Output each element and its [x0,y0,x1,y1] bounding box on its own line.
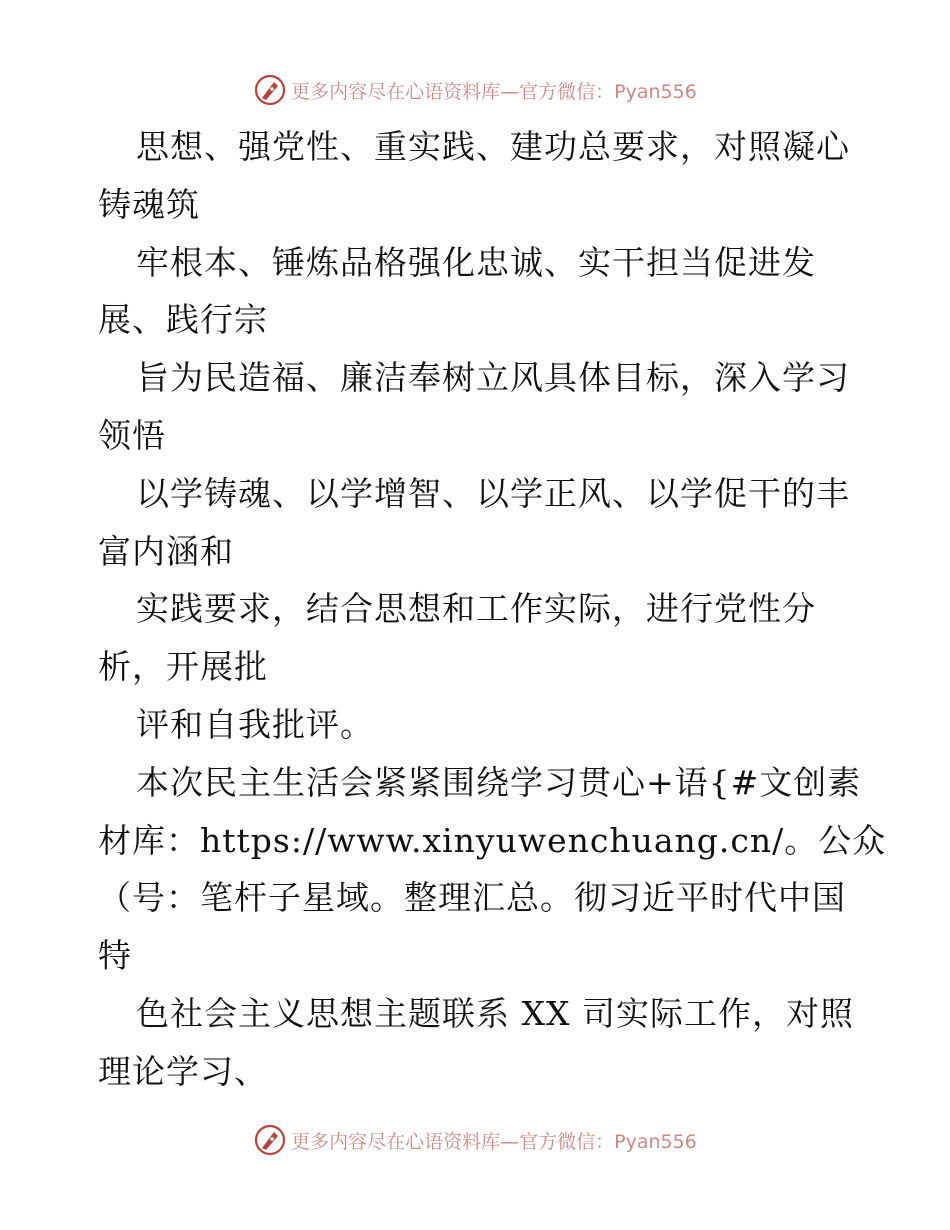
text-line: 思想、强党性、重实践、建功总要求，对照凝心 [136,127,850,166]
text-line: 牢根本、锤炼品格强化忠诚、实干担当促进发 [136,242,816,282]
text-line: 实践要求，结合思想和工作实际，进行党性分 [136,589,816,629]
text-line: （号：笔杆子星域。整理汇总。彻习近平时代中国 [98,878,846,918]
text-line: 析，开展批 [98,647,268,687]
text-line: 特 [98,936,132,976]
text-line: 铸魂筑 [98,184,200,224]
text-line: 评和自我批评。 [136,704,374,744]
text-line: 领悟 [98,415,166,455]
footer-watermark [0,1120,950,1160]
text-line: 展、践行宗 [98,300,268,340]
text-line: 以学铸魂、以学增智、以学正风、以学促干的丰 [136,473,850,513]
text-line: 本次民主生活会紧紧围绕学习贯心+语{#文创素 [136,762,862,802]
watermark-text: 更多内容尽在心语资料库—官方微信：Pyan556 [291,1130,697,1153]
pen-nib-icon [253,73,287,107]
text-line: 材库：https://www.xinyuwenchuang.cn/。公众 [98,820,887,860]
text-line: 旨为民造福、廉洁奉树立风具体目标，深入学习 [136,358,850,398]
header-watermark [0,70,950,110]
text-line: 理论学习、 [98,1051,268,1091]
watermark-text: 更多内容尽在心语资料库—官方微信：Pyan556 [291,80,697,103]
pen-nib-icon [253,1123,287,1157]
text-line: 色社会主义思想主题联系 XX 司实际工作，对照 [136,993,854,1033]
document-body [98,118,887,1101]
text-line: 富内涵和 [98,531,234,571]
